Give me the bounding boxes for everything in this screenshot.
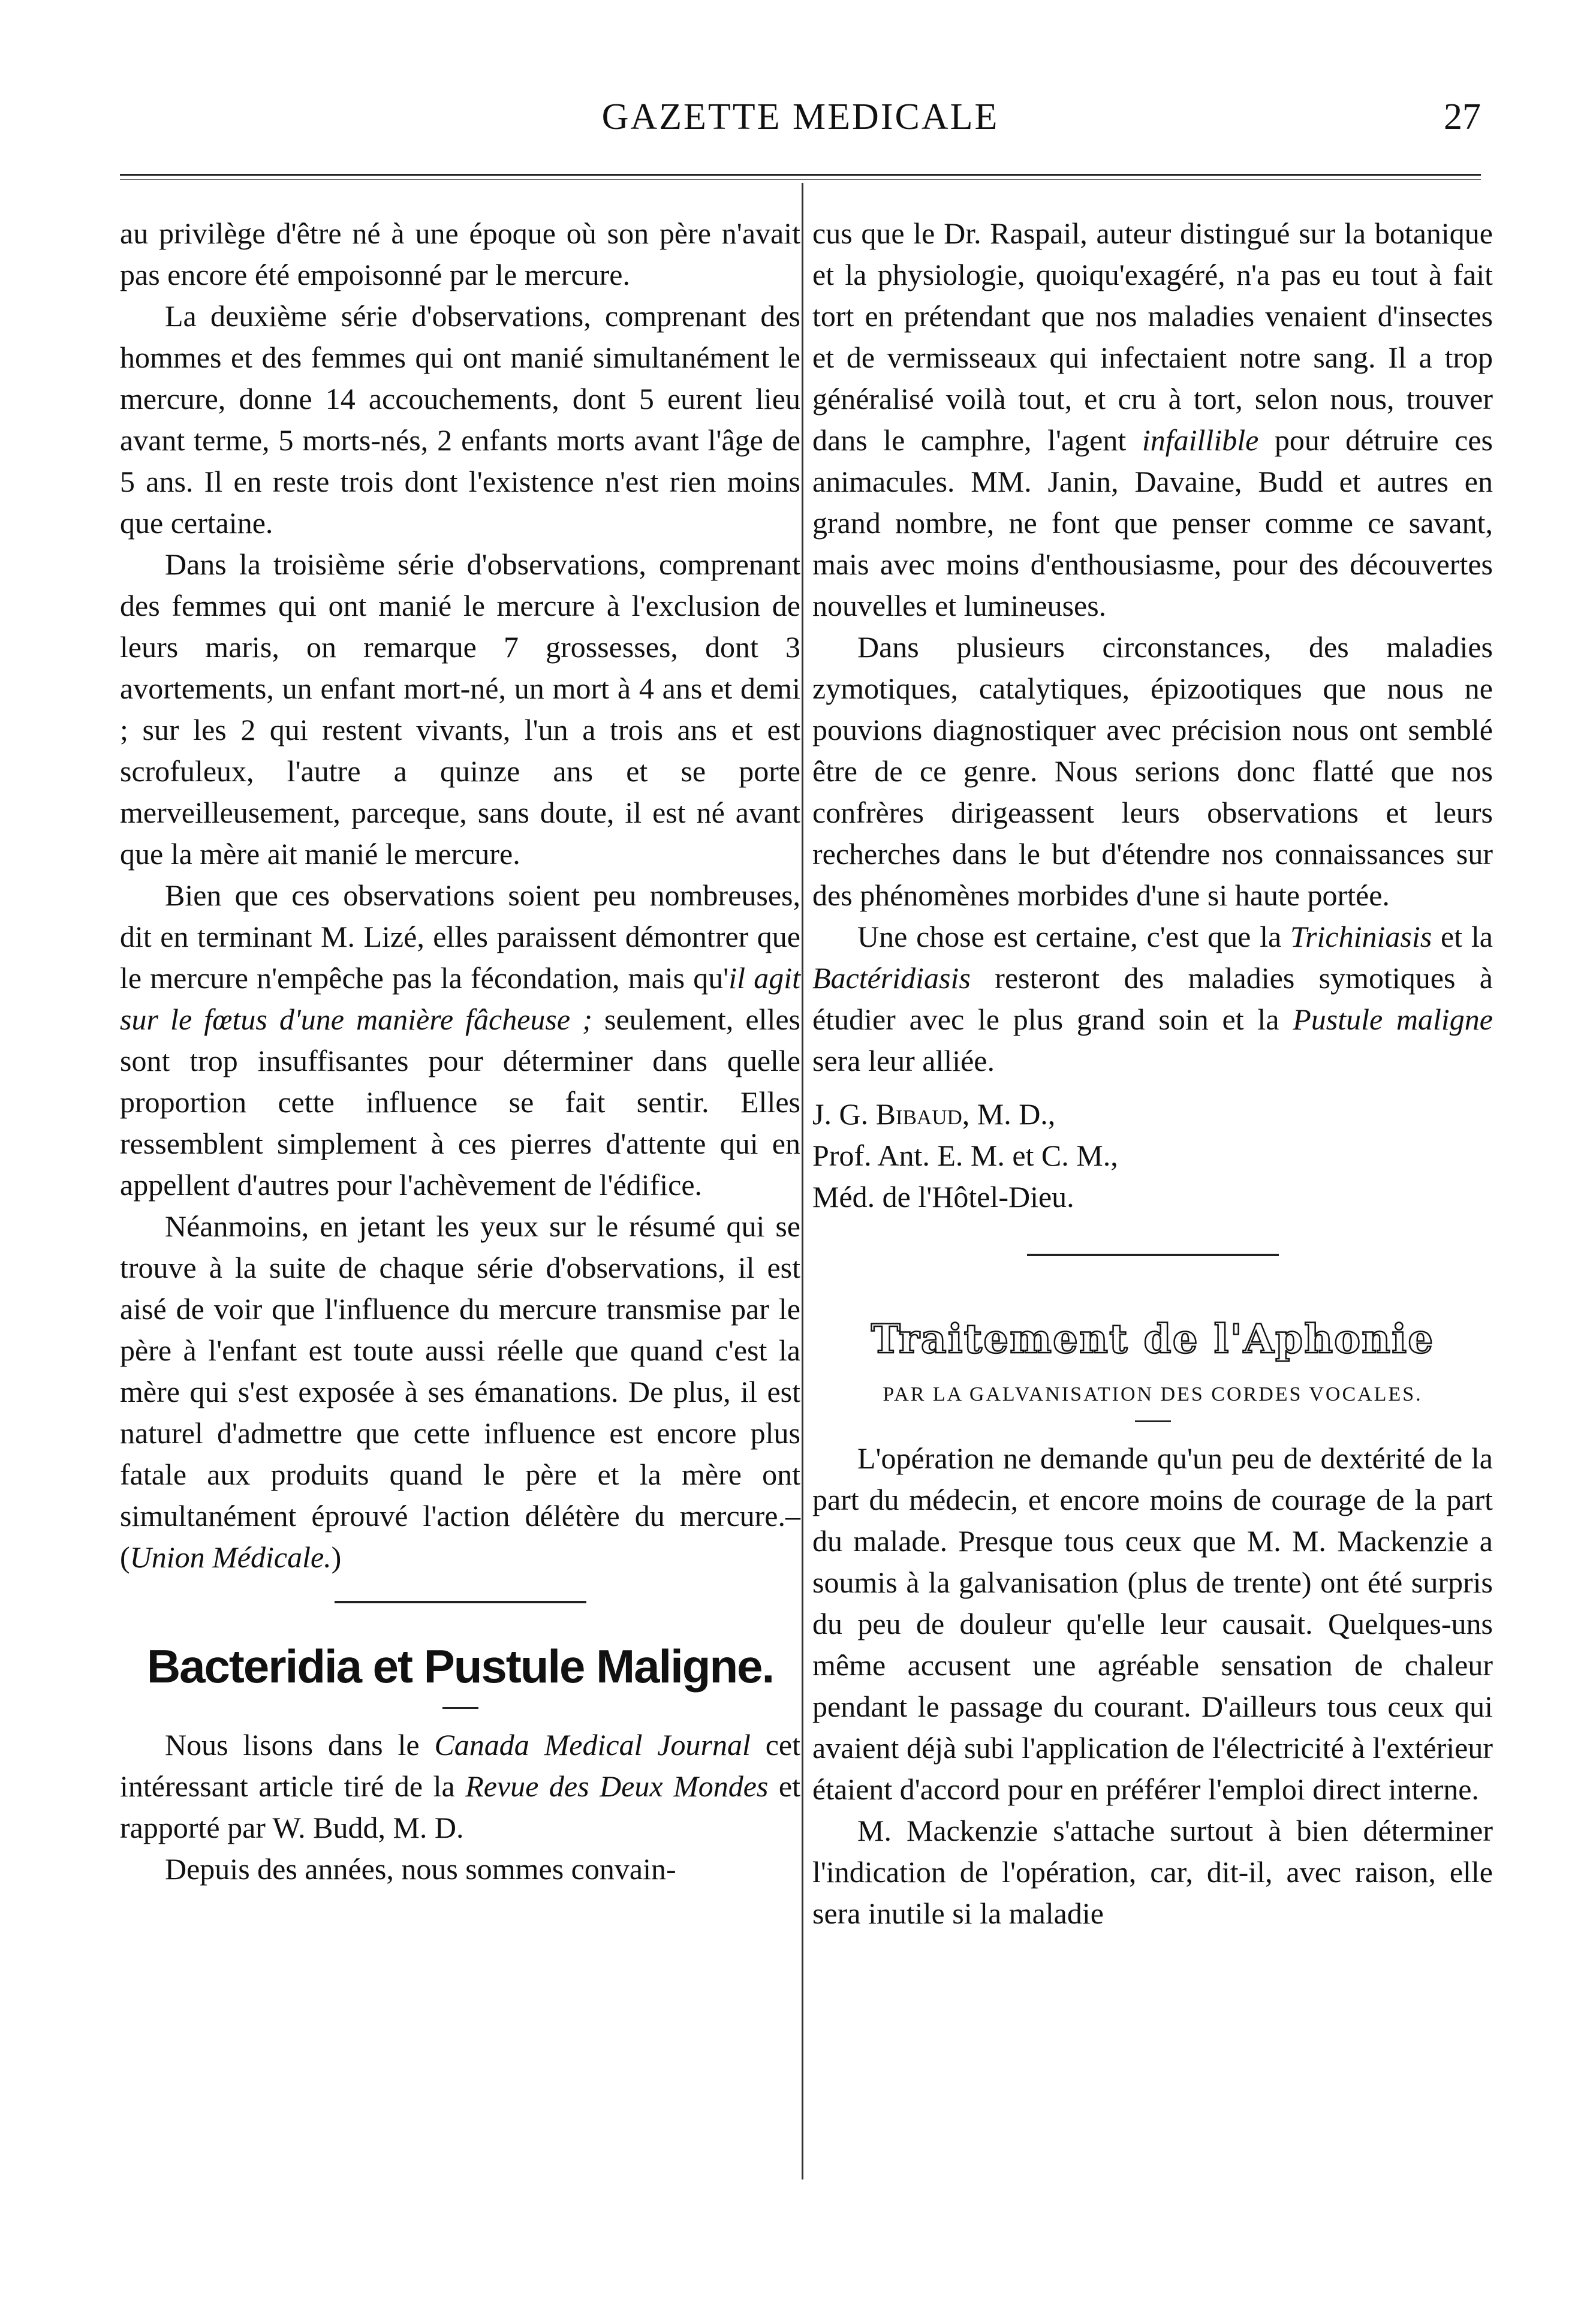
page-header (120, 96, 1481, 156)
paragraph: Dans la troisième série d'observations, comprenant des femmes qui ont manié le mercure à l'exclusion de leurs maris, on remarque 7 grossesses, dont 3 avortements, un enfant mort-né, un mort à 4 ans et demi ; sur les 2 qui restent vivants, l'un a trois ans et est scrofuleux, l'autre a quinze ans et se porte merveilleusement, parceque, sans doute, il est né avant que la mère ait manié le mercure. (120, 547, 800, 871)
signature-title: Prof. Ant. E. M. et C. M., (812, 1139, 1118, 1172)
italic-text: Bactéridiasis (812, 961, 971, 995)
article-subheading: PAR LA GALVANISATION DES CORDES VOCALES. (883, 1383, 1423, 1405)
header-rule (120, 174, 1481, 180)
article-headline: Bacteridia et Pustule Maligne. (146, 1640, 774, 1693)
text-run: Nous lisons dans le (165, 1728, 435, 1762)
paragraph (120, 1724, 800, 1849)
paragraph (812, 916, 1493, 1082)
running-title: GAZETTE MEDICALE (601, 97, 999, 137)
text-run: resteront des maladies symotiques à étudier avec le plus grand soin et la (812, 961, 1493, 1036)
page-number: 27 (1444, 97, 1481, 137)
signature-affiliation: Méd. de l'Hôtel-Dieu. (812, 1180, 1074, 1214)
headline-dash (1135, 1420, 1171, 1422)
italic-text: Union Médicale. (130, 1540, 332, 1574)
column-divider (802, 183, 803, 2179)
paragraph: La deuxième série d'observations, comprenant des hommes et des femmes qui ont manié simultanément le mercure, donne 14 accouchements, dont 5 eurent lieu avant terme, 5 morts-nés, 2 enfants morts avant l'âge de 5 ans. Il en reste trois dont l'existence n'est rien moins que certaine. (120, 299, 800, 540)
paragraph (120, 875, 800, 1206)
italic-text: Canada Medical Journal (434, 1728, 751, 1762)
text-run: Néanmoins, en jetant les yeux sur le résumé qui se trouve à la suite de chaque série d'observations, il est aisé de voir que l'influence du mercure transmise par le père à l'enfant est toute aussi réelle que quand c'est la mère qui s'est exposée à ses émanations. De plus, il est naturel d'admettre que cette influence est encore plus fatale aux produits quand le père et la mère ont simultanément éprouvé l'action délétère du mercure.–( (120, 1209, 800, 1574)
italic-text: Pustule maligne (1293, 1003, 1493, 1036)
italic-text: Revue des Deux Mondes (465, 1769, 769, 1803)
text-run: sera leur alliée. (812, 1044, 995, 1077)
article-headline: Traitement de l'Aphonie (871, 1315, 1435, 1362)
text-run: et rapporté par W. Budd, M. D. (120, 1769, 800, 1844)
author-name: J. G. Bibaud, M. D., (812, 1097, 1056, 1131)
right-column (812, 213, 1493, 1934)
paragraph: Depuis des années, nous sommes convain- (165, 1852, 676, 1886)
paragraph (812, 213, 1493, 627)
text-run: seulement, elles sont trop insuffisantes pour déterminer dans quelle proportion cette influence se fait sentir. Elles ressemblent simplement à ces pierres d'attente qui en appellent d'autres pour l'achèvement de l'édifice. (120, 1003, 800, 1202)
text-run: pour détruire ces animacules. MM. Janin, Davaine, Budd et autres en grand nombre, ne font que penser comme ce savant, mais avec moins d'enthousiasme, pour des découvertes nouvelles et lumineuses. (812, 423, 1493, 622)
text-run: Une chose est certaine, c'est que la (857, 920, 1291, 953)
paragraph (120, 1206, 800, 1578)
section-rule (1027, 1254, 1279, 1256)
spacer (812, 1082, 1493, 1094)
signature-name (812, 1094, 1493, 1135)
paragraph: au privilège d'être né à une époque où son père n'avait pas encore été empoisonné par le mercure. (120, 216, 800, 291)
italic-text: infaillible (1142, 423, 1259, 457)
italic-text: Trichiniasis (1290, 920, 1432, 953)
left-column (120, 213, 800, 1890)
headline-dash (442, 1707, 478, 1709)
text-run: Bien que ces observations soient peu nombreuses, dit en terminant M. Lizé, elles paraissent démontrer que le mercure n'empêche pas la fécondation, mais qu' (120, 878, 800, 995)
text-run: cet intéressant article tiré de la (120, 1728, 801, 1803)
paragraph: L'opération ne demande qu'un peu de dextérité de la part du médecin, et encore moins de courage de la part du malade. Presque tous ceux que M. M. Mackenzie a soumis à la galvanisation (plus de trente) ont été surpris du peu de douleur qu'elle leur causait. Quelques-uns même accusent une agréable sensation de chaleur pendant le passage du courant. D'ailleurs tous ceux qui avaient déjà subi l'application de l'électricité à l'extérieur étaient d'accord pour en préférer l'emploi direct interne. (812, 1441, 1493, 1806)
section-rule (335, 1601, 586, 1603)
text-run: et la (1432, 920, 1493, 953)
text-run: cus que le Dr. Raspail, auteur distingué sur la botanique et la physiologie, quoiqu'exagéré, n'a pas eu tout à fait tort en prétendant que nos maladies venaient d'insectes et de vermisseaux qui infectaient notre sang. Il a trop généralisé voilà tout, et cru à tort, selon nous, trouver dans le camphre, l'agent (812, 216, 1493, 457)
paragraph: M. Mackenzie s'attache surtout à bien déterminer l'indication de l'opération, car, dit-il, avec raison, elle sera inutile si la maladie (812, 1814, 1493, 1930)
italic-text: il agit sur le fœtus d'une manière fâcheuse ; (120, 961, 800, 1036)
paragraph: Dans plusieurs circonstances, des maladies zymotiques, catalytiques, épizootiques que nous ne pouvions diagnostiquer avec précision nous ont semblé être de ce genre. Nous serions donc flatté que nos confrères dirigeassent leurs observations et leurs recherches dans le but d'étendre nos connaissances sur des phénomènes morbides d'une si haute portée. (812, 630, 1493, 912)
text-run: ) (331, 1540, 342, 1574)
